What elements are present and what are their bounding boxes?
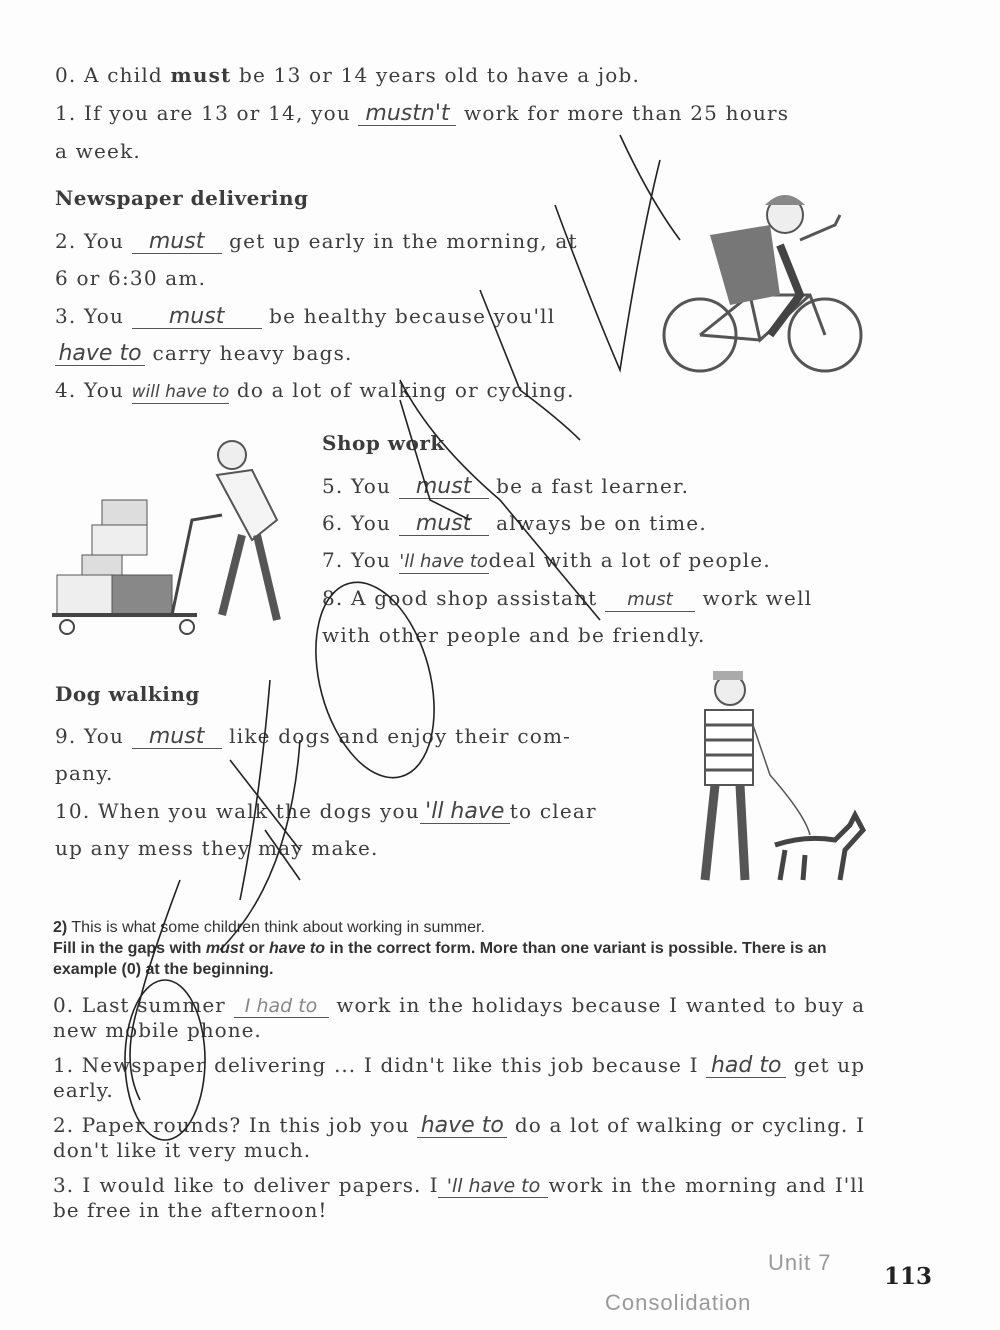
sentence-2-cont: 6 or 6:30 am. — [55, 266, 207, 290]
text: 1. Newspaper delivering ... I didn't like this job because I — [53, 1053, 707, 1077]
section-label: Consolidation — [605, 1290, 752, 1315]
sentence-10 — [55, 798, 597, 824]
boy-on-bicycle-illustration — [660, 185, 870, 375]
sentence-10-cont: up any mess they may make. — [55, 836, 379, 860]
text: work in the holidays because I wanted to buy a new mobile phone. — [53, 993, 865, 1042]
text: 5. You — [322, 474, 399, 498]
sentence-3-cont — [55, 340, 353, 366]
text: to clear — [509, 799, 597, 823]
text: 9. You — [55, 724, 132, 748]
sentence-1 — [55, 100, 789, 126]
text: like dogs and enjoy their com- — [221, 724, 572, 748]
page-number: 113 — [884, 1263, 933, 1290]
sentence-9 — [55, 723, 571, 749]
text: or — [244, 940, 270, 957]
sentence-9-cont: pany. — [55, 761, 114, 785]
text: be healthy because you'll — [261, 304, 556, 328]
exercise-number: 2) — [53, 919, 68, 936]
sentence-8-cont: with other people and be friendly. — [322, 623, 706, 647]
text: 0. Last summer — [53, 993, 234, 1017]
text: must — [205, 940, 245, 957]
text: work well — [694, 586, 813, 610]
section-heading-shop: Shop work — [322, 431, 445, 455]
text: work in the morning and I'll be free in the afternoon! — [53, 1173, 866, 1222]
answer-blank[interactable]: must — [399, 476, 489, 499]
bold-word: must — [170, 63, 232, 87]
sentence-1-cont: a week. — [55, 139, 141, 163]
text: 3. I would like to deliver papers. I — [53, 1173, 439, 1197]
section-heading-dog: Dog walking — [55, 682, 200, 706]
text: get up early. — [53, 1053, 865, 1102]
sentence-6 — [322, 510, 707, 536]
text: 2. Paper rounds? In this job you — [53, 1113, 418, 1137]
text: 7. You — [322, 548, 399, 572]
sentence-3 — [55, 303, 555, 329]
text: 2. You — [55, 229, 132, 253]
text: always be on time. — [488, 511, 707, 535]
girl-walking-dog-illustration — [675, 665, 875, 900]
text: do a lot of walking or cycling. I don't like it very much. — [53, 1113, 865, 1162]
answer-blank[interactable]: 'll have to — [438, 1175, 548, 1198]
text: 6. You — [322, 511, 399, 535]
answer-blank[interactable]: have to — [417, 1115, 507, 1138]
answer-blank[interactable]: must — [399, 513, 489, 536]
text: 8. A good shop assistant — [322, 586, 605, 610]
ex2-item-2 — [53, 1113, 865, 1163]
ex2-item-1 — [53, 1053, 865, 1103]
answer-blank[interactable]: 'll have to — [399, 551, 488, 572]
text: 0. A child — [55, 63, 171, 87]
answer-blank[interactable]: will have to — [131, 382, 230, 402]
exercise-2-instructions — [53, 917, 873, 980]
text: get up early in the morning, at — [221, 229, 578, 253]
sentence-7 — [322, 547, 771, 574]
answer-blank[interactable]: must — [605, 589, 695, 612]
answer-blank[interactable]: must — [132, 306, 262, 329]
answer-blank[interactable]: had to — [706, 1055, 786, 1078]
text: be 13 or 14 years old to have a job. — [231, 63, 641, 87]
boy-with-trolley-illustration — [52, 430, 292, 635]
text: have to — [269, 940, 326, 957]
sentence-5 — [322, 473, 689, 499]
ex2-item-0 — [53, 993, 865, 1043]
intro-text: This is what some children think about working in summer. — [67, 919, 485, 936]
answer-blank[interactable]: must — [132, 231, 222, 254]
answer-blank[interactable]: have to — [55, 343, 145, 366]
sentence-8 — [322, 585, 812, 612]
text: be a fast learner. — [488, 474, 690, 498]
text: deal with a lot of people. — [488, 548, 771, 572]
sentence-2 — [55, 228, 578, 254]
answer-blank[interactable]: I had to — [234, 995, 329, 1018]
unit-label: Unit 7 — [768, 1250, 832, 1275]
ex2-item-3 — [53, 1173, 865, 1223]
answer-blank[interactable]: mustn't — [358, 103, 456, 126]
text: 10. When you walk the dogs you — [55, 799, 420, 823]
text: do a lot of walking or cycling. — [229, 378, 575, 402]
text: in the correct form. More than one variant is possible. There is an example (0) at the beginning. — [53, 940, 827, 978]
text: 4. You — [55, 378, 132, 402]
text: Fill in the gaps with — [53, 940, 206, 957]
section-heading-newspaper: Newspaper delivering — [55, 186, 309, 210]
sentence-4 — [55, 377, 575, 404]
answer-blank[interactable]: 'll have — [420, 801, 510, 824]
answer-blank[interactable]: must — [132, 726, 222, 749]
text: carry heavy bags. — [145, 341, 353, 365]
text: work for more than 25 hours — [456, 101, 790, 125]
text: 1. If you are 13 or 14, you — [55, 101, 359, 125]
text: 3. You — [55, 304, 132, 328]
sentence-0 — [55, 62, 640, 88]
